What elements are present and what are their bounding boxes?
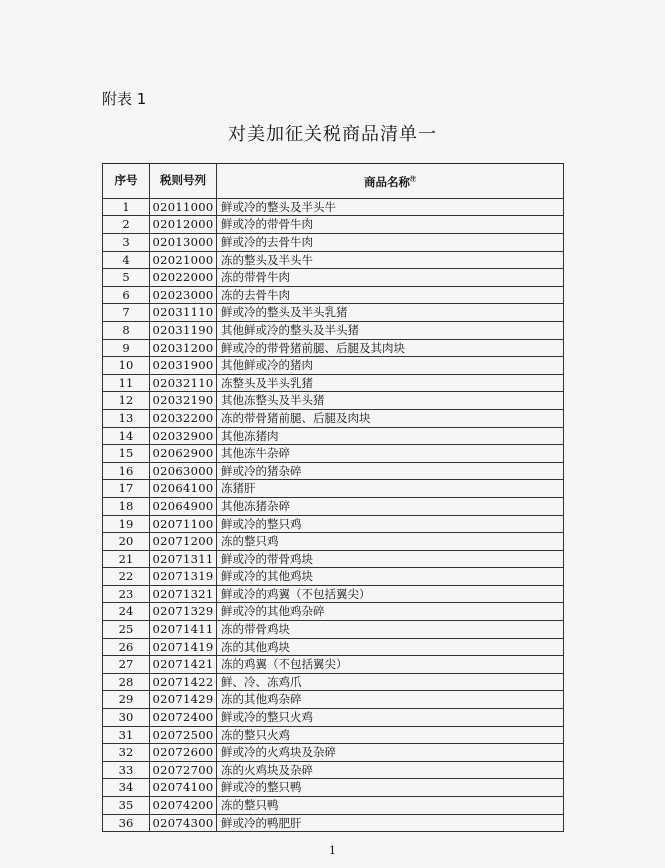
table-header-row: [103, 164, 564, 199]
row-index: 22: [103, 568, 150, 586]
table-row: [103, 691, 564, 709]
page-number: 1: [329, 844, 336, 857]
row-product-name: 鲜或冷的整头及半头乳猪: [217, 304, 564, 322]
row-index: 4: [103, 251, 150, 269]
table-row: [103, 797, 564, 815]
row-index: 29: [103, 691, 150, 709]
row-index: 2: [103, 216, 150, 234]
row-index: 18: [103, 497, 150, 515]
row-tariff-code: 02071200: [150, 533, 217, 551]
row-tariff-code: 02071421: [150, 656, 217, 674]
row-product-name: 冻猪肝: [217, 480, 564, 498]
tariff-list-table: [102, 163, 564, 832]
table-row: [103, 533, 564, 551]
row-tariff-code: 02031900: [150, 357, 217, 375]
row-index: 12: [103, 392, 150, 410]
row-tariff-code: 02074200: [150, 797, 217, 815]
table-row: [103, 198, 564, 216]
row-product-name: 鲜、冷、冻鸡爪: [217, 673, 564, 691]
row-product-name: 冻的整只火鸡: [217, 726, 564, 744]
row-index: 14: [103, 427, 150, 445]
row-product-name: 鲜或冷的带骨鸡块: [217, 550, 564, 568]
row-product-name: 冻的火鸡块及杂碎: [217, 761, 564, 779]
row-tariff-code: 02063000: [150, 462, 217, 480]
row-product-name: 冻的带骨牛肉: [217, 269, 564, 287]
table-row: [103, 550, 564, 568]
row-index: 5: [103, 269, 150, 287]
table-row: [103, 673, 564, 691]
table-row: [103, 515, 564, 533]
row-product-name: 冻的带骨鸡块: [217, 621, 564, 639]
row-product-name: 冻的整头及半头牛: [217, 251, 564, 269]
table-row: [103, 427, 564, 445]
row-product-name: 冻的其他鸡块: [217, 638, 564, 656]
row-tariff-code: 02074300: [150, 814, 217, 832]
row-product-name: 冻的去骨牛肉: [217, 286, 564, 304]
row-product-name: 冻的整只鸭: [217, 797, 564, 815]
row-index: 9: [103, 339, 150, 357]
row-index: 7: [103, 304, 150, 322]
row-tariff-code: 02023000: [150, 286, 217, 304]
table-row: [103, 656, 564, 674]
row-index: 25: [103, 621, 150, 639]
appendix-label: 附表 1: [102, 90, 147, 108]
row-tariff-code: 02012000: [150, 216, 217, 234]
row-index: 35: [103, 797, 150, 815]
row-tariff-code: 02072500: [150, 726, 217, 744]
table-row: [103, 269, 564, 287]
header-name: [217, 164, 564, 199]
row-tariff-code: 02031110: [150, 304, 217, 322]
row-index: 31: [103, 726, 150, 744]
row-product-name: 鲜或冷的整头及半头牛: [217, 198, 564, 216]
table-row: [103, 251, 564, 269]
row-product-name: 其他鲜或冷的整头及半头猪: [217, 321, 564, 339]
row-tariff-code: 02071311: [150, 550, 217, 568]
table-row: [103, 814, 564, 832]
row-tariff-code: 02072600: [150, 744, 217, 762]
row-product-name: 鲜或冷的猪杂碎: [217, 462, 564, 480]
header-name-label: 商品名称: [363, 174, 410, 189]
row-index: 11: [103, 374, 150, 392]
row-tariff-code: 02072700: [150, 761, 217, 779]
row-index: 21: [103, 550, 150, 568]
header-code: 税则号列: [150, 164, 217, 199]
table-row: [103, 744, 564, 762]
table-row: [103, 321, 564, 339]
table-row: [103, 585, 564, 603]
row-product-name: 鲜或冷的鸭肥肝: [217, 814, 564, 832]
row-product-name: 其他冻牛杂碎: [217, 445, 564, 463]
row-product-name: 鲜或冷的带骨猪前腿、后腿及其肉块: [217, 339, 564, 357]
row-product-name: 鲜或冷的鸡翼（不包括翼尖）: [217, 585, 564, 603]
row-product-name: 鲜或冷的去骨牛肉: [217, 234, 564, 252]
row-product-name: 其他冻猪杂碎: [217, 497, 564, 515]
page-title: 对美加征关税商品清单一: [228, 124, 437, 145]
row-tariff-code: 02071319: [150, 568, 217, 586]
row-product-name: 其他冻猪肉: [217, 427, 564, 445]
table-body: [103, 198, 564, 831]
table-row: [103, 445, 564, 463]
row-index: 1: [103, 198, 150, 216]
row-index: 34: [103, 779, 150, 797]
row-tariff-code: 02072400: [150, 709, 217, 727]
row-tariff-code: 02011000: [150, 198, 217, 216]
row-tariff-code: 02031200: [150, 339, 217, 357]
row-tariff-code: 02071422: [150, 673, 217, 691]
row-tariff-code: 02071100: [150, 515, 217, 533]
row-index: 23: [103, 585, 150, 603]
row-tariff-code: 02032900: [150, 427, 217, 445]
table-row: [103, 761, 564, 779]
header-index: 序号: [103, 164, 150, 199]
row-index: 16: [103, 462, 150, 480]
row-tariff-code: 02032200: [150, 409, 217, 427]
row-index: 36: [103, 814, 150, 832]
row-index: 15: [103, 445, 150, 463]
row-tariff-code: 02071419: [150, 638, 217, 656]
row-index: 30: [103, 709, 150, 727]
row-index: 19: [103, 515, 150, 533]
row-index: 20: [103, 533, 150, 551]
row-tariff-code: 02071321: [150, 585, 217, 603]
row-index: 33: [103, 761, 150, 779]
row-index: 28: [103, 673, 150, 691]
table-row: [103, 568, 564, 586]
row-tariff-code: 02064900: [150, 497, 217, 515]
row-product-name: 鲜或冷的其他鸡块: [217, 568, 564, 586]
table-row: [103, 374, 564, 392]
row-product-name: 其他冻整头及半头猪: [217, 392, 564, 410]
row-tariff-code: 02032190: [150, 392, 217, 410]
row-tariff-code: 02022000: [150, 269, 217, 287]
row-tariff-code: 02013000: [150, 234, 217, 252]
row-tariff-code: 02064100: [150, 480, 217, 498]
table-row: [103, 621, 564, 639]
table-row: [103, 709, 564, 727]
row-product-name: 鲜或冷的整只鸡: [217, 515, 564, 533]
table-row: [103, 234, 564, 252]
table-row: [103, 357, 564, 375]
row-product-name: 冻的其他鸡杂碎: [217, 691, 564, 709]
row-tariff-code: 02031190: [150, 321, 217, 339]
table-row: [103, 409, 564, 427]
row-product-name: 冻的鸡翼（不包括翼尖）: [217, 656, 564, 674]
row-tariff-code: 02032110: [150, 374, 217, 392]
row-tariff-code: 02071329: [150, 603, 217, 621]
row-product-name: 其他鲜或冷的猪肉: [217, 357, 564, 375]
table-row: [103, 392, 564, 410]
row-product-name: 冻的整只鸡: [217, 533, 564, 551]
table-row: [103, 286, 564, 304]
row-product-name: 鲜或冷的火鸡块及杂碎: [217, 744, 564, 762]
row-product-name: 鲜或冷的带骨牛肉: [217, 216, 564, 234]
row-index: 26: [103, 638, 150, 656]
table-row: [103, 216, 564, 234]
row-index: 32: [103, 744, 150, 762]
table-row: [103, 726, 564, 744]
row-index: 6: [103, 286, 150, 304]
table-row: [103, 462, 564, 480]
row-index: 27: [103, 656, 150, 674]
row-product-name: 鲜或冷的其他鸡杂碎: [217, 603, 564, 621]
row-index: 13: [103, 409, 150, 427]
table-row: [103, 779, 564, 797]
row-tariff-code: 02071429: [150, 691, 217, 709]
row-product-name: 冻的带骨猪前腿、后腿及肉块: [217, 409, 564, 427]
row-tariff-code: 02021000: [150, 251, 217, 269]
table-row: [103, 638, 564, 656]
row-tariff-code: 02071411: [150, 621, 217, 639]
row-index: 3: [103, 234, 150, 252]
row-tariff-code: 02074100: [150, 779, 217, 797]
row-tariff-code: 02062900: [150, 445, 217, 463]
row-index: 17: [103, 480, 150, 498]
row-product-name: 冻整头及半头乳猪: [217, 374, 564, 392]
row-product-name: 鲜或冷的整只鸭: [217, 779, 564, 797]
table-row: [103, 603, 564, 621]
table-row: [103, 497, 564, 515]
table-row: [103, 480, 564, 498]
table-row: [103, 339, 564, 357]
row-index: 24: [103, 603, 150, 621]
row-index: 10: [103, 357, 150, 375]
row-product-name: 鲜或冷的整只火鸡: [217, 709, 564, 727]
table-row: [103, 304, 564, 322]
header-name-note: 注: [409, 176, 416, 183]
row-index: 8: [103, 321, 150, 339]
